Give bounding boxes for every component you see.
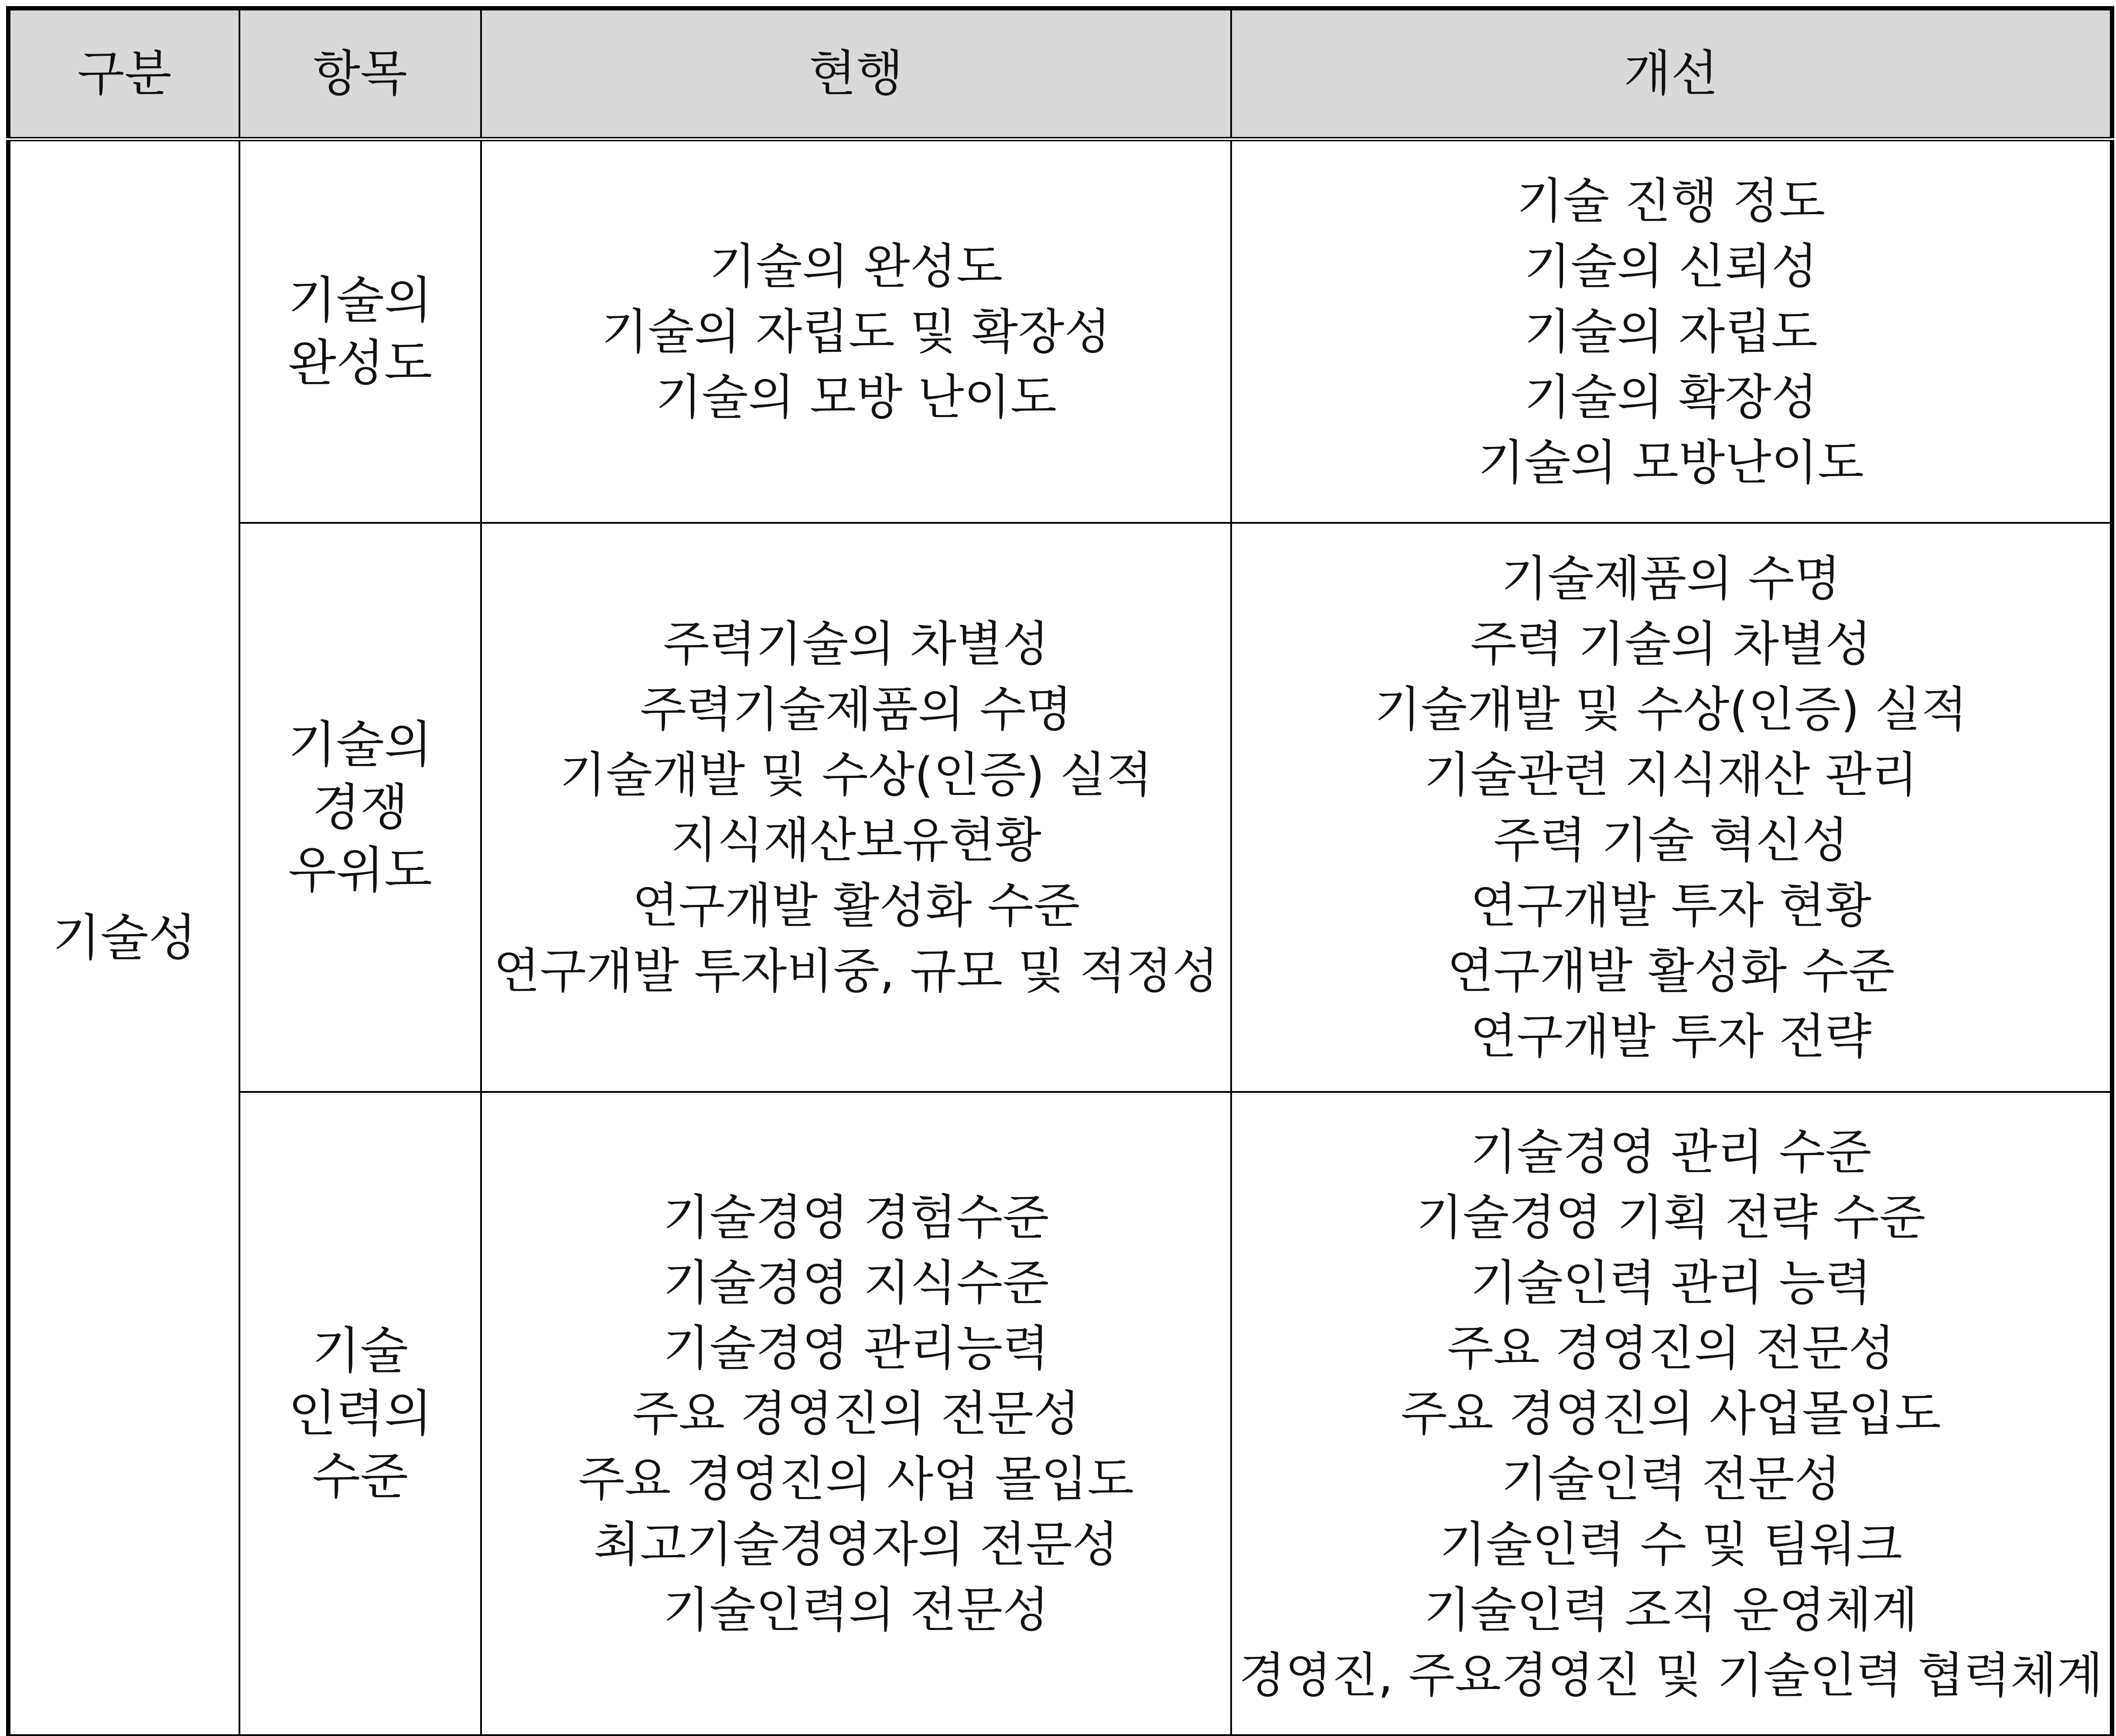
table-row	[8, 139, 2112, 523]
header-item: 항목	[239, 8, 481, 139]
improved-line: 기술개발 및 수상(인증) 실적	[1374, 681, 1968, 737]
current-line: 기술의 자립도 및 확장성	[601, 304, 1111, 360]
comparison-table	[6, 6, 2114, 1736]
header-row	[8, 8, 2112, 139]
item-line: 기술	[312, 1321, 409, 1380]
improved-line: 기술경영 기획 전략 수준	[1416, 1189, 1926, 1245]
current-line: 기술인력의 전문성	[663, 1582, 1049, 1638]
improved-line: 경영진, 주요경영진 및 기술인력 협력체계	[1239, 1647, 2103, 1703]
current-line: 연구개발 투자비중, 규모 및 적정성	[493, 943, 1219, 999]
item-line: 우위도	[288, 841, 433, 899]
item-line: 수준	[312, 1447, 409, 1505]
improved-cell	[1231, 139, 2112, 523]
improved-line: 기술관련 지식재산 관리	[1424, 747, 1918, 803]
current-line: 기술의 완성도	[709, 238, 1003, 294]
improved-cell	[1231, 523, 2112, 1092]
current-line: 기술개발 및 수상(인증) 실적	[560, 747, 1153, 803]
improved-line: 주요 경영진의 사업몰입도	[1401, 1385, 1941, 1442]
header-improved: 개선	[1231, 8, 2112, 139]
header-category: 구분	[8, 8, 239, 139]
current-line: 지식재산보유현황	[670, 812, 1042, 868]
current-line: 최고기술경영자의 전문성	[594, 1516, 1119, 1572]
item-line: 기술의	[288, 271, 433, 329]
improved-line: 기술 진행 정도	[1516, 173, 1826, 229]
current-line: 기술경영 관리능력	[663, 1320, 1049, 1376]
improved-line: 기술제품의 수명	[1501, 550, 1841, 607]
table-row	[8, 523, 2112, 1092]
current-line: 기술경영 지식수준	[663, 1255, 1049, 1311]
improved-line: 기술인력 수 및 팀워크	[1439, 1516, 1903, 1572]
improved-line: 주력 기술의 차별성	[1470, 616, 1872, 672]
current-cell	[481, 1092, 1231, 1735]
current-line: 기술의 모방 난이도	[655, 369, 1057, 425]
header-current: 현행	[481, 8, 1231, 139]
improved-line: 기술인력 조직 운영체계	[1424, 1582, 1918, 1638]
current-line: 주요 경영진의 사업 몰입도	[578, 1451, 1134, 1507]
current-cell	[481, 523, 1231, 1092]
current-line: 주력기술제품의 수명	[640, 681, 1072, 737]
group-cell: 기술성	[8, 139, 239, 1735]
item-cell	[239, 523, 481, 1092]
improved-line: 주요 경영진의 전문성	[1447, 1320, 1895, 1376]
improved-line: 연구개발 활성화 수준	[1447, 943, 1895, 999]
item-line: 인력의	[288, 1384, 433, 1443]
comparison-table-container	[6, 6, 2110, 1730]
item-cell	[239, 139, 481, 523]
improved-line: 연구개발 투자 현황	[1470, 877, 1872, 934]
current-line: 주력기술의 차별성	[663, 616, 1049, 672]
current-line: 주요 경영진의 전문성	[632, 1385, 1080, 1442]
current-line: 기술경영 경험수준	[663, 1189, 1049, 1245]
improved-line: 기술경영 관리 수준	[1470, 1124, 1872, 1180]
improved-line: 기술의 자립도	[1524, 304, 1818, 360]
item-line: 경쟁	[312, 778, 409, 836]
improved-line: 연구개발 투자 전략	[1470, 1008, 1872, 1064]
current-cell	[481, 139, 1231, 523]
table-row	[8, 1092, 2112, 1735]
improved-line: 기술의 확장성	[1524, 369, 1818, 425]
improved-line: 기술인력 전문성	[1501, 1451, 1841, 1507]
improved-line: 기술의 모방난이도	[1478, 434, 1864, 491]
improved-line: 기술인력 관리 능력	[1470, 1255, 1872, 1311]
improved-line: 기술의 신뢰성	[1524, 238, 1818, 294]
item-line: 완성도	[288, 334, 433, 392]
improved-line: 주력 기술 혁신성	[1493, 812, 1849, 868]
item-line: 기술의	[288, 715, 433, 774]
improved-cell	[1231, 1092, 2112, 1735]
item-cell	[239, 1092, 481, 1735]
current-line: 연구개발 활성화 수준	[632, 877, 1080, 934]
